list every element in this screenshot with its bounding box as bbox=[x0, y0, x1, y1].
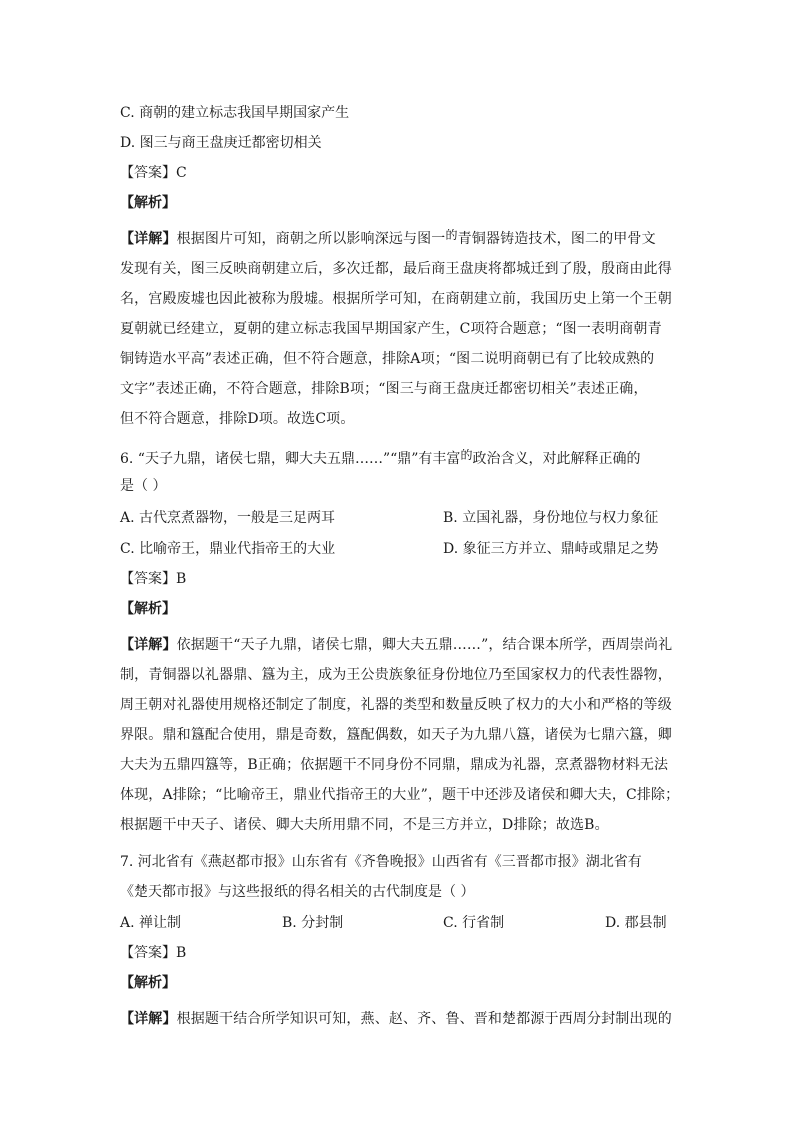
q6-detail-line-6: 体现，A排除；“比喻帝王，鼎业代指帝王的大业”，题干中还涉及诸侯和卿大夫，C排除； bbox=[120, 787, 680, 803]
q6-option-d: D. 象征三方并立、鼎峙或鼎足之势 bbox=[443, 541, 659, 557]
q7-option-d: D. 郡县制 bbox=[605, 915, 667, 931]
q7-detail-text-1: 根据题干结合所学知识可知，燕、赵、齐、鲁、晋和楚都源于西周分封制出现的 bbox=[176, 1011, 672, 1027]
q7-analysis-label: 【解析】 bbox=[120, 975, 176, 991]
q5-answer: 【答案】C bbox=[120, 165, 187, 181]
q6-detail-text-1: 依据题干“天子九鼎，诸侯七鼎，卿大夫五鼎……”，结合课本所学，西周崇尚礼 bbox=[176, 637, 673, 653]
q5-detail-line-6: 文字”表述正确，不符合题意，排除B项；“图三与商王盘庚迁都密切相关”表述正确， bbox=[120, 381, 648, 397]
q5-analysis-label: 【解析】 bbox=[120, 195, 176, 211]
q5-detail-line-1 bbox=[120, 229, 680, 249]
q5-detail-text-1: 根据图片可知，商朝之所以影响深远与图一 bbox=[176, 231, 446, 247]
q6-detail-line-2: 制，青铜器以礼器鼎、簋为主，成为王公贵族象征身份地位乃至国家权力的代表性器物， bbox=[120, 667, 672, 683]
q7-option-c: C. 行省制 bbox=[443, 915, 505, 931]
q5-detail-line-5: 铜铸造水平高”表述正确，但不符合题意，排除A项；“图二说明商朝已有了比较成熟的 bbox=[120, 351, 655, 367]
q6-option-b: B. 立国礼器，身份地位与权力象征 bbox=[443, 510, 659, 526]
q5-detail-line-4: 夏朝就已经建立，夏朝的建立标志我国早期国家产生，C项符合题意；“图一表明商朝青 bbox=[120, 321, 662, 337]
q5-detail-line-7: 但不符合题意，排除D项。故选C项。 bbox=[120, 411, 355, 427]
q7-detail-label: 【详解】 bbox=[120, 1011, 177, 1027]
q5-option-d: D. 图三与商王盘庚迁都密切相关 bbox=[120, 135, 322, 151]
q5-detail-label: 【详解】 bbox=[120, 231, 177, 247]
q6-detail-label: 【详解】 bbox=[120, 637, 177, 653]
q5-detail-line-2: 发现有关，图三反映商朝建立后，多次迁都，最后商王盘庚将都城迁到了殷，殷商由此得 bbox=[120, 261, 672, 277]
q7-option-a: A. 禅让制 bbox=[120, 915, 182, 931]
q5-detail-text-1-tail: 青铜器铸造技术，图二的甲骨文 bbox=[457, 231, 656, 247]
q5-detail-line-3: 名，宫殿废墟也因此被称为殷墟。根据所学可知，在商朝建立前，我国历史上第一个王朝 bbox=[120, 291, 672, 307]
q6-answer: 【答案】B bbox=[120, 571, 187, 587]
q6-stem-text-b: 政治含义，对此解释正确的 bbox=[472, 451, 641, 467]
q6-stem-text-a: 6. “天子九鼎，诸侯七鼎，卿大夫五鼎……”“鼎”有丰富 bbox=[120, 451, 461, 467]
q7-stem-line-2: 《楚天都市报》与这些报纸的得名相关的古代制度是（ ） bbox=[120, 884, 475, 900]
q6-detail-line-4: 界限。鼎和簋配合使用，鼎是奇数，簋配偶数，如天子为九鼎八簋，诸侯为七鼎六簋，卿 bbox=[120, 727, 672, 743]
q6-detail-line-7: 根据题干中天子、诸侯、卿大夫所用鼎不同，不是三方并立，D排除；故选B。 bbox=[120, 817, 609, 833]
q7-detail-line-1 bbox=[120, 1009, 680, 1029]
q7-stem-line-1: 7. 河北省有《燕赵都市报》山东省有《齐鲁晚报》山西省有《三晋都市报》湖北省有 bbox=[120, 854, 642, 870]
q6-stem-line-1 bbox=[120, 449, 680, 469]
q7-answer: 【答案】B bbox=[120, 945, 187, 961]
q6-stem-line-2: 是（ ） bbox=[120, 478, 167, 494]
q6-stem-sup: 的 bbox=[460, 449, 473, 462]
q6-detail-line-3: 周王朝对礼器使用规格还制定了制度，礼器的类型和数量反映了权力的大小和严格的等级 bbox=[120, 697, 672, 713]
q6-option-a: A. 古代烹煮器物，一般是三足两耳 bbox=[120, 510, 336, 526]
q6-detail-line-5: 大夫为五鼎四簋等，B正确；依据题干不同身份不同鼎，鼎成为礼器，烹煮器物材料无法 bbox=[120, 757, 669, 773]
q6-detail-line-1 bbox=[120, 635, 680, 655]
q5-detail-sup: 的 bbox=[445, 229, 458, 242]
q6-option-c: C. 比喻帝王，鼎业代指帝王的大业 bbox=[120, 541, 336, 557]
q6-analysis-label: 【解析】 bbox=[120, 601, 176, 617]
q7-option-b: B. 分封制 bbox=[282, 915, 344, 931]
q5-option-c: C. 商朝的建立标志我国早期国家产生 bbox=[120, 105, 350, 121]
